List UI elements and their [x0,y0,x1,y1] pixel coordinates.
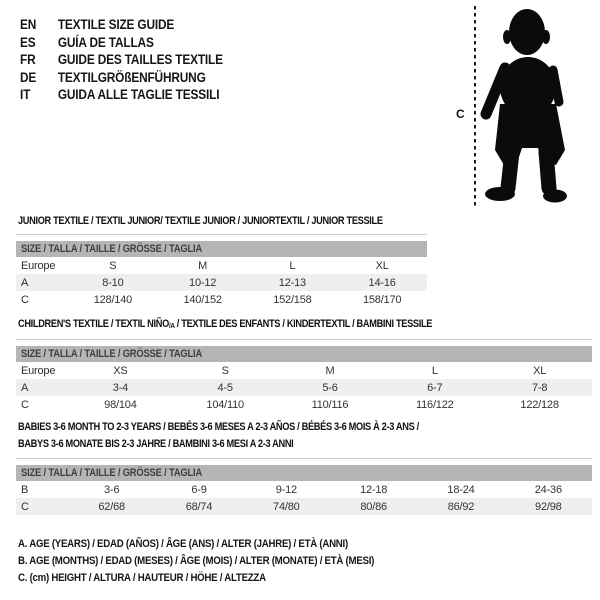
value-cell: 158/170 [362,293,402,306]
language-code: EN [20,17,37,32]
language-code: ES [20,34,36,50]
value-cell: 140/152 [183,293,222,306]
language-row [20,16,223,34]
value-cell: 122/128 [520,398,559,411]
value-cell: 7-8 [487,379,592,396]
section-title-children [18,318,432,330]
children-title-part1: CHILDREN'S TEXTILE / TEXTIL NIÑO [18,318,169,330]
language-code: IT [20,87,31,102]
silhouette-foot-right [543,190,567,203]
size-cell: L [289,259,296,272]
table-row [16,379,592,396]
size-table-children [16,339,592,413]
row-label-cell: Europe [21,364,56,377]
value-cell: 3-6 [104,483,120,496]
value-cell: 104/110 [206,398,244,411]
value-cell: 6-9 [191,483,207,496]
size-table-junior [16,234,427,308]
language-title: GUÍA DE TALLAS [57,34,154,50]
language-row [20,51,223,69]
table-row [16,257,427,274]
silhouette-arm-right [553,70,559,102]
language-header [20,16,223,104]
size-cell: S [109,259,117,272]
value-cell: 18-24 [447,483,475,496]
table-row [16,362,592,379]
size-header-text: SIZE / TALLA / TAILLE / GRÖSSE / TAGLIA [21,467,203,479]
language-row [20,69,223,87]
babies-title-line1: BABIES 3-6 MONTH TO 2-3 YEARS / BEBÉS 3-6 MESES A 2-3 AÑOS / BÉBÉS 3-6 MOIS À 2-3 ANS / [18,421,419,433]
size-cell: XL [375,259,389,272]
language-title: TEXTILE SIZE GUIDE [57,17,175,32]
size-cell: L [431,364,438,377]
value-cell: 3-4 [68,379,173,396]
value-cell: 128/140 [93,293,133,306]
silhouette-head [509,9,545,55]
footnote-b: B. AGE (MONTHS) / EDAD (MESES) / ÂGE (MOIS) / ALTER (MONATE) / ETÀ (MESI) [18,555,375,567]
silhouette-foot-left [485,187,515,201]
size-header-bar [16,465,592,481]
row-label-cell: Europe [21,259,56,272]
size-cell: S [221,364,229,377]
row-label-cell: C [16,498,68,515]
row-label-cell: C [21,293,29,306]
size-header-text: SIZE / TALLA / TAILLE / GRÖSSE / TAGLIA [21,348,203,360]
language-row [20,86,223,104]
value-cell: 80/86 [330,498,417,515]
baby-silhouette-icon [485,9,567,203]
value-cell: 86/92 [417,498,504,515]
table-row [16,274,427,291]
size-cell: XL [533,364,547,377]
size-table [16,465,592,515]
value-cell: 10-12 [158,274,248,291]
footnote-c: C. (cm) HEIGHT / ALTURA / HAUTEUR / HÖHE / ALTEZZA [18,572,266,584]
language-title: GUIDA ALLE TAGLIE TESSILI [57,87,220,102]
children-title-subscript: /A [168,321,175,330]
table-row [16,396,592,413]
size-cell: M [198,259,208,272]
silhouette-leg-right [546,152,549,188]
value-cell: 68/74 [155,498,242,515]
row-label-cell: C [21,398,29,411]
row-label-cell: A [16,274,68,291]
silhouette-leg-left [508,152,512,188]
value-cell: 152/158 [273,293,312,306]
table-row [16,291,427,308]
footnote-a: A. AGE (YEARS) / EDAD (AÑOS) / ÂGE (ANS) / ALTER (JAHRE) / ETÀ (ANNI) [18,538,348,550]
size-header-bar [16,346,592,362]
row-label-cell: A [16,379,68,396]
value-cell: 4-5 [173,379,278,396]
size-cell: M [325,364,335,377]
value-cell: 74/80 [243,498,330,515]
children-title-part2: / TEXTILE DES ENFANTS / KINDERTEXTIL / BAMBINI TESSILE [174,318,433,330]
size-header-text: SIZE / TALLA / TAILLE / GRÖSSE / TAGLIA [21,243,203,255]
language-title: TEXTILGRÖßENFÜHRUNG [57,69,206,85]
section-title-junior: JUNIOR TEXTILE / TEXTIL JUNIOR/ TEXTILE JUNIOR / JUNIORTEXTIL / JUNIOR TESSILE [18,215,383,227]
section-title-babies [18,419,419,452]
size-table-babies [16,458,592,515]
value-cell: 12-18 [360,483,388,496]
table-row [16,498,592,515]
value-cell: 62/68 [68,498,155,515]
value-cell: 5-6 [278,379,383,396]
babies-title-line2: BABYS 3-6 MONATE BIS 2-3 JAHRE / BAMBINI 3-6 MESI A 2-3 ANNI [18,437,294,450]
value-cell: 9-12 [275,483,297,496]
language-row [20,34,223,52]
language-code: DE [20,69,37,85]
value-cell: 92/98 [505,498,592,515]
language-title: GUIDE DES TAILLES TEXTILE [57,52,223,67]
row-label-cell: B [21,483,29,496]
size-table [16,241,427,308]
size-header-bar [16,241,427,257]
footnotes [18,536,423,587]
baby-silhouette-figure [452,4,577,212]
size-table [16,346,592,413]
language-code: FR [20,52,36,67]
height-label-c: C [456,107,465,121]
value-cell: 24-36 [534,483,562,496]
value-cell: 14-16 [337,274,427,291]
value-cell: 98/104 [104,398,137,411]
value-cell: 12-13 [248,274,338,291]
value-cell: 110/116 [311,398,349,411]
value-cell: 116/122 [416,398,454,411]
value-cell: 8-10 [68,274,158,291]
size-cell: XS [113,364,128,377]
value-cell: 6-7 [382,379,487,396]
table-row [16,481,592,498]
